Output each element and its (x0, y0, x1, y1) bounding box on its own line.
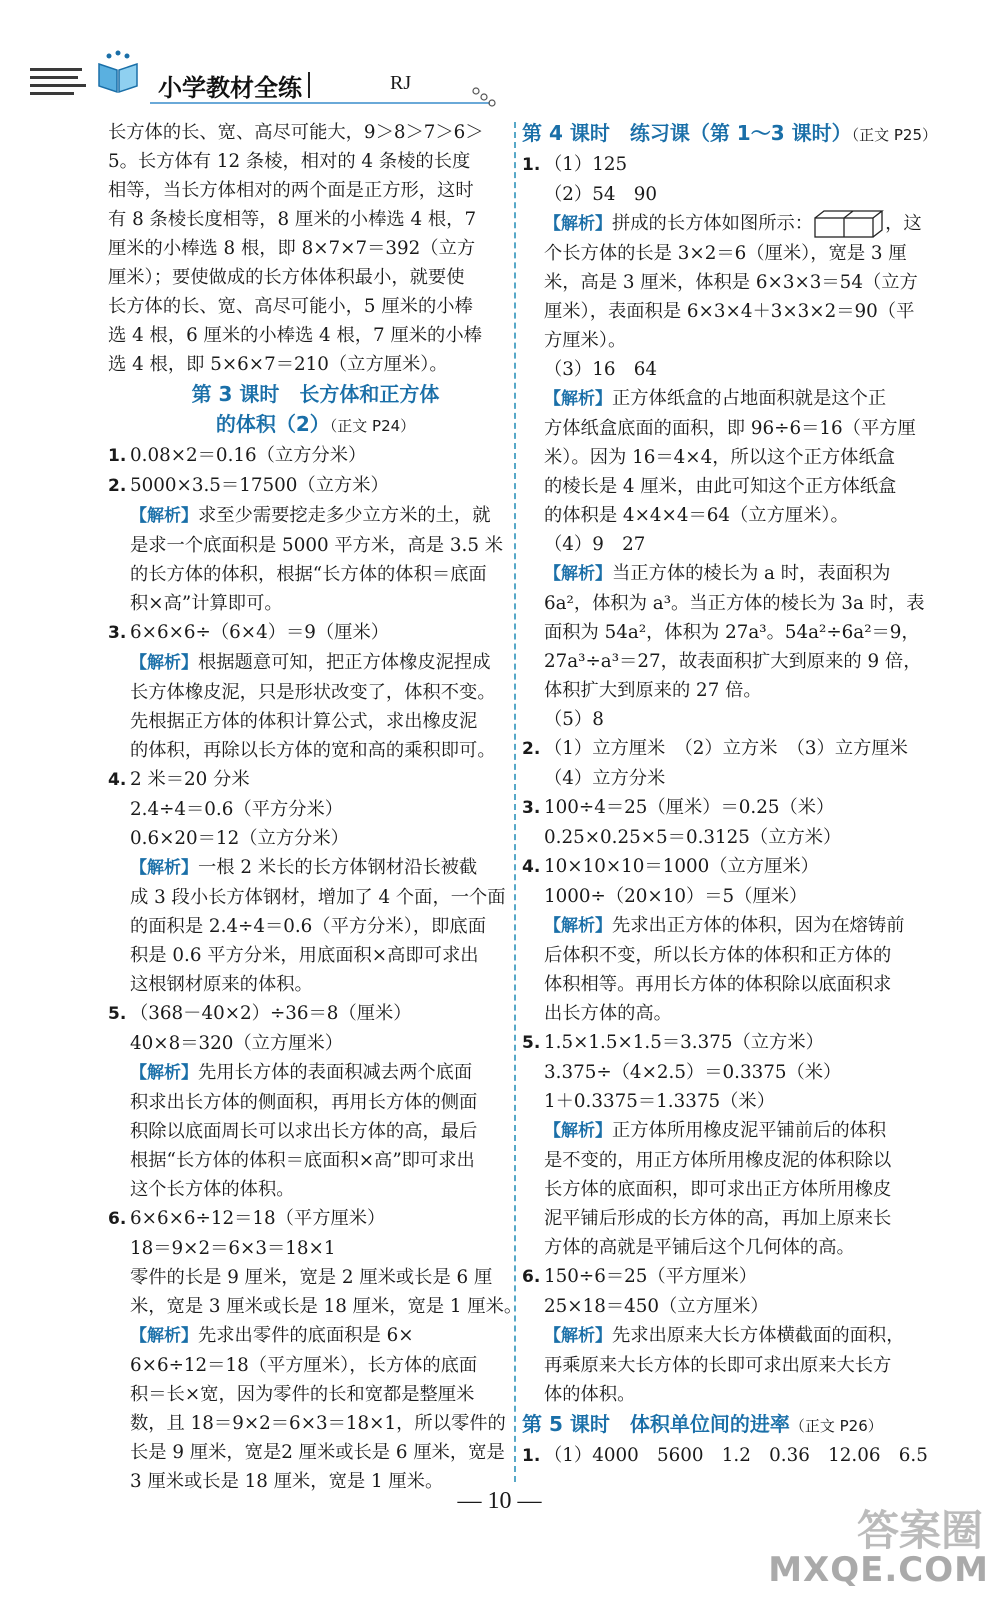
textbook-page-ref: （正文 P24） (329, 417, 416, 435)
line-text: 长方体的长、宽、高尽可能小，5 厘米的小棒 (108, 296, 473, 317)
line-text: 先求出零件的底面积是 6× (198, 1325, 414, 1346)
explanation-line (522, 911, 967, 941)
line-text: 正方体所用橡皮泥平铺前后的体积 (612, 1120, 887, 1141)
line-text: 长方体的底面积，即可求出正方体所用橡皮 (544, 1179, 892, 1200)
text-line (108, 1146, 523, 1175)
question-number: 2. (108, 476, 127, 496)
explanation-line (522, 209, 967, 239)
line-text: 长是 9 厘米，宽是2 厘米或长是 6 厘米，宽是 (130, 1442, 505, 1463)
line-text: 方厘米）。 (544, 330, 627, 351)
text-line (522, 882, 967, 911)
line-text: 数，且 18＝9×2＝6×3＝18×1，所以零件的 (130, 1413, 506, 1434)
text-line (108, 589, 523, 618)
text-line (522, 239, 967, 268)
lesson-title: 第 4 课时 练习课（第 1～3 课时） (522, 121, 852, 145)
line-text: 的面积是 2.4÷4＝0.6（平方分米），即底面 (130, 916, 486, 937)
text-line (108, 531, 523, 560)
line-text: 拼成的长方体如图所示： (612, 213, 814, 234)
line-text: 根据题意可知，把正方体橡皮泥捏成 (198, 652, 491, 673)
explanation-line (108, 648, 523, 678)
answer-line (522, 150, 967, 180)
header-underline (150, 102, 490, 104)
text-line (522, 705, 967, 734)
text-line (522, 443, 967, 472)
line-text: 25×18＝450（立方厘米） (544, 1296, 769, 1317)
line-text: 6×6÷12＝18（平方厘米），长方体的底面 (130, 1355, 478, 1376)
text-line (522, 355, 967, 384)
line-text: 长方体的长、宽、高尽可能大，9＞8＞7＞6＞ (108, 122, 484, 143)
text-line (522, 618, 967, 647)
text-line (108, 205, 523, 234)
watermark-url: MXQE.COM (768, 1550, 989, 1590)
line-text: 相等，当长方体相对的两个面是正方形，这时 (108, 180, 474, 201)
question-number: 6. (522, 1267, 541, 1287)
lesson-title: 的体积（2） (215, 412, 330, 436)
line-text: 27a³÷a³＝27，故表面积扩大到原来的 9 倍， (544, 651, 922, 672)
line-text: 有 8 条棱长度相等，8 厘米的小棒选 4 根，7 (108, 209, 477, 230)
line-text: 0.6×20＝12（立方分米） (130, 828, 349, 849)
edition-label: RJ (390, 72, 412, 94)
line-text: 1＋0.3375＝1.3375（米） (544, 1091, 775, 1112)
text-line (108, 234, 523, 263)
answer-line (522, 734, 967, 764)
line-text: 求至少需要挖走多少立方米的土，就 (198, 505, 491, 526)
line-text: （3）16 64 (544, 359, 657, 380)
line-text: 米，高是 3 厘米，体积是 6×3×3＝54（立方 (544, 272, 918, 293)
answer-line (108, 765, 523, 795)
text-line (108, 795, 523, 824)
text-line (108, 912, 523, 941)
text-line (522, 589, 967, 618)
question-number: 3. (522, 798, 541, 818)
text-line (522, 268, 967, 297)
analysis-tag: 【解析】 (544, 1121, 612, 1141)
line-text: 0.25×0.25×5＝0.3125（立方米） (544, 827, 842, 848)
line-text: 厘米）；要使做成的长方体体积最小，就要使 (108, 267, 465, 288)
question-number: 4. (522, 857, 541, 877)
line-text: （5）8 (544, 709, 604, 730)
line-text: 成 3 段小长方体钢材，增加了 4 个面，一个面 (130, 887, 506, 908)
answer-line (108, 471, 523, 501)
line-text: 正方体纸盒的占地面积就是这个正 (612, 388, 887, 409)
line-text: 先求出正方体的体积，因为在熔铸前 (612, 915, 905, 936)
text-line (108, 1234, 523, 1263)
text-line (108, 350, 523, 379)
line-text: 米）。因为 16＝4×4，所以这个正方体纸盒 (544, 447, 896, 468)
text-line (108, 678, 523, 707)
line-text: 积除以底面周长可以求出长方体的高，最后 (130, 1121, 478, 1142)
line-text: 体的体积。 (544, 1384, 636, 1405)
answer-line (108, 1204, 523, 1234)
line-text: 根据“长方体的体积＝底面积×高”即可求出 (130, 1150, 475, 1171)
text-line (522, 1351, 967, 1380)
text-line (522, 1146, 967, 1175)
line-text: 泥平铺后形成的长方体的高，再加上原来长 (544, 1208, 892, 1229)
text-line (108, 824, 523, 853)
lesson-title: 第 3 课时 长方体和正方体 (191, 382, 440, 406)
explanation-line (108, 853, 523, 883)
line-text: 方体纸盒底面的面积，即 96÷6＝16（平方厘 (544, 418, 916, 439)
title-separator (308, 72, 310, 98)
lesson-heading (108, 379, 523, 409)
line-text: 1000÷（20×10）＝5（厘米） (544, 886, 808, 907)
question-number: 5. (108, 1004, 127, 1024)
question-number: 1. (522, 1446, 541, 1466)
question-number: 3. (108, 623, 127, 643)
text-line (522, 1233, 967, 1262)
line-text-tail: ，这 (885, 213, 922, 234)
text-line (522, 1087, 967, 1116)
text-line (108, 970, 523, 999)
text-line (522, 297, 967, 326)
answer-line (522, 852, 967, 882)
explanation-line (108, 501, 523, 531)
line-text: 体积相等。再用长方体的体积除以底面积求 (544, 974, 892, 995)
analysis-tag: 【解析】 (544, 389, 612, 409)
analysis-tag: 【解析】 (130, 653, 198, 673)
explanation-line (522, 1116, 967, 1146)
line-text: 2.4÷4＝0.6（平方分米） (130, 799, 344, 820)
line-text: 面积为 54a²，体积为 27a³。54a²÷6a²＝9， (544, 622, 920, 643)
line-text: （368－40×2）÷36＝8（厘米） (130, 1003, 412, 1024)
text-line (522, 1204, 967, 1233)
line-text: 厘米），表面积是 6×3×4＋3×3×2＝90（平 (544, 301, 915, 322)
line-text: 这个长方体的体积。 (130, 1179, 295, 1200)
line-text: 的体积是 4×4×4＝64（立方厘米）。 (544, 505, 849, 526)
explanation-line (108, 1321, 523, 1351)
line-text: （4）9 27 (544, 534, 646, 555)
answer-line (522, 1441, 967, 1471)
text-line (522, 501, 967, 530)
line-text: 这根钢材原来的体积。 (130, 974, 313, 995)
page-header (0, 0, 999, 118)
watermark-logo: 答案圈 (856, 1506, 983, 1555)
line-text: 积＝长×宽，因为零件的长和宽都是整厘米 (130, 1384, 475, 1405)
text-line (108, 707, 523, 736)
text-line (108, 321, 523, 350)
line-text: （1）4000 5600 1.2 0.36 12.06 6.5 (544, 1445, 928, 1466)
line-text: 1.5×1.5×1.5＝3.375（立方米） (544, 1032, 824, 1053)
right-column (522, 118, 967, 1471)
text-line (108, 1175, 523, 1204)
text-line (108, 263, 523, 292)
header-dots-decor (470, 85, 500, 109)
text-line (108, 118, 523, 147)
text-line (522, 1058, 967, 1087)
explanation-line (522, 1321, 967, 1351)
line-text: 2 米＝20 分米 (130, 769, 250, 790)
line-text: 选 4 根，6 厘米的小棒选 4 根，7 厘米的小棒 (108, 325, 482, 346)
question-number: 1. (522, 155, 541, 175)
text-line (522, 472, 967, 501)
text-line (108, 1029, 523, 1058)
line-text: 18＝9×2＝6×3＝18×1 (130, 1238, 336, 1259)
lesson-title: 第 5 课时 体积单位间的进率 (522, 1412, 790, 1436)
analysis-tag: 【解析】 (544, 916, 612, 936)
explanation-line (522, 384, 967, 414)
line-text: 再乘原来大长方体的长即可求出原来大长方 (544, 1355, 892, 1376)
lesson-heading (522, 118, 967, 150)
text-line (108, 1438, 523, 1467)
question-number: 6. (108, 1209, 127, 1229)
line-text: 积是 0.6 平方分米，用底面积×高即可求出 (130, 945, 479, 966)
text-line (108, 736, 523, 765)
line-text: 6a²，体积为 a³。当正方体的棱长为 3a 时，表 (544, 593, 925, 614)
analysis-tag: 【解析】 (544, 214, 612, 234)
line-text: 先用长方体的表面积减去两个底面 (198, 1062, 473, 1083)
line-text: 3.375÷（4×2.5）＝0.3375（米） (544, 1062, 842, 1083)
answer-line (522, 1262, 967, 1292)
line-text: 选 4 根，即 5×6×7＝210（立方厘米）。 (108, 354, 448, 375)
line-text: 厘米的小棒选 8 根，即 8×7×7＝392（立方 (108, 238, 476, 259)
analysis-tag: 【解析】 (544, 564, 612, 584)
line-text: 当正方体的棱长为 a 时，表面积为 (612, 563, 891, 584)
text-line (522, 530, 967, 559)
text-line (108, 292, 523, 321)
line-text: 0.08×2＝0.16（立方分米） (130, 445, 367, 466)
analysis-tag: 【解析】 (130, 506, 198, 526)
text-line (522, 676, 967, 705)
analysis-tag: 【解析】 (544, 1326, 612, 1346)
line-text: 积×高”计算即可。 (130, 593, 283, 614)
textbook-page-ref: （正文 P26） (789, 1417, 883, 1435)
left-column (108, 118, 523, 1496)
line-text: （1）立方厘米 （2）立方米 （3）立方厘米 (544, 738, 908, 759)
line-text: 体积扩大到原来的 27 倍。 (544, 680, 762, 701)
line-text: 6×6×6÷（6×4）＝9（厘米） (130, 622, 390, 643)
analysis-tag: 【解析】 (130, 1063, 198, 1083)
line-text: 先根据正方体的体积计算公式，求出橡皮泥 (130, 711, 478, 732)
text-line (108, 147, 523, 176)
answer-line (522, 1028, 967, 1058)
answer-line (108, 999, 523, 1029)
text-line (522, 970, 967, 999)
line-text: 是不变的，用正方体所用橡皮泥的体积除以 (544, 1150, 892, 1171)
text-line (108, 941, 523, 970)
line-text: 积求出长方体的侧面积，再用长方体的侧面 (130, 1092, 478, 1113)
textbook-page-ref: （正文 P25） (851, 126, 938, 144)
line-text: （1）125 (544, 154, 628, 175)
cuboid-figure (813, 209, 885, 239)
line-text: 的体积，再除以长方体的宽和高的乘积即可。 (130, 740, 496, 761)
analysis-tag: 【解析】 (130, 1326, 198, 1346)
line-text: 先求出原来大长方体横截面的面积， (612, 1325, 905, 1346)
text-line (108, 883, 523, 912)
line-text: （4）立方分米 (544, 768, 666, 789)
text-line (108, 1263, 523, 1292)
answer-line (108, 441, 523, 471)
analysis-tag: 【解析】 (130, 858, 198, 878)
line-text: 一根 2 米长的长方体钢材沿长被截 (198, 857, 478, 878)
line-text: 的长方体的体积，根据“长方体的体积＝底面 (130, 564, 487, 585)
text-line (522, 180, 967, 209)
line-text: （2）54 90 (544, 184, 657, 205)
question-number: 4. (108, 770, 127, 790)
page-number: — 10 — (457, 1488, 542, 1514)
line-text: 10×10×10＝1000（立方厘米） (544, 856, 819, 877)
text-line (108, 560, 523, 589)
line-text: 个长方体的长是 3×2＝6（厘米），宽是 3 厘 (544, 243, 907, 264)
header-decor-lines (30, 68, 86, 100)
text-line (522, 1380, 967, 1409)
explanation-line (108, 1058, 523, 1088)
text-line (522, 414, 967, 443)
line-text: 是求一个底面积是 5000 平方米，高是 3.5 米 (130, 535, 504, 556)
book-icon (95, 50, 141, 96)
line-text: 150÷6＝25（平方厘米） (544, 1266, 758, 1287)
text-line (108, 1380, 523, 1409)
answer-line (108, 618, 523, 648)
text-line (522, 823, 967, 852)
line-text: 零件的长是 9 厘米，宽是 2 厘米或长是 6 厘 (130, 1267, 493, 1288)
text-line (108, 1117, 523, 1146)
answer-line (522, 793, 967, 823)
text-line (522, 326, 967, 355)
text-line (108, 1351, 523, 1380)
line-text: 5。长方体有 12 条棱，相对的 4 条棱的长度 (108, 151, 471, 172)
lesson-heading (522, 1409, 967, 1441)
text-line (522, 941, 967, 970)
explanation-line (522, 559, 967, 589)
question-number: 1. (108, 446, 127, 466)
line-text: 100÷4＝25（厘米）＝0.25（米） (544, 797, 835, 818)
book-title: 小学教材全练 (158, 74, 302, 102)
text-line (108, 176, 523, 205)
line-text: 3 厘米或长是 18 厘米，宽是 1 厘米。 (130, 1471, 444, 1492)
text-line (522, 1292, 967, 1321)
line-text: 米，宽是 3 厘米或长是 18 厘米，宽是 1 厘米。 (130, 1296, 523, 1317)
line-text: 方体的高就是平铺后这个几何体的高。 (544, 1237, 855, 1258)
line-text: 后体积不变，所以长方体的体积和正方体的 (544, 945, 892, 966)
text-line (522, 764, 967, 793)
text-line (522, 1175, 967, 1204)
line-text: 40×8＝320（立方厘米） (130, 1033, 344, 1054)
lesson-heading (108, 409, 523, 441)
question-number: 5. (522, 1033, 541, 1053)
text-line (108, 1292, 523, 1321)
text-line (522, 999, 967, 1028)
line-text: 5000×3.5＝17500（立方米） (130, 475, 389, 496)
line-text: 6×6×6÷12＝18（平方厘米） (130, 1208, 386, 1229)
line-text: 的棱长是 4 厘米，由此可知这个正方体纸盒 (544, 476, 897, 497)
text-line (108, 1088, 523, 1117)
question-number: 2. (522, 739, 541, 759)
line-text: 出长方体的高。 (544, 1003, 672, 1024)
text-line (108, 1409, 523, 1438)
line-text: 长方体橡皮泥，只是形状改变了，体积不变。 (130, 682, 496, 703)
text-line (522, 647, 967, 676)
